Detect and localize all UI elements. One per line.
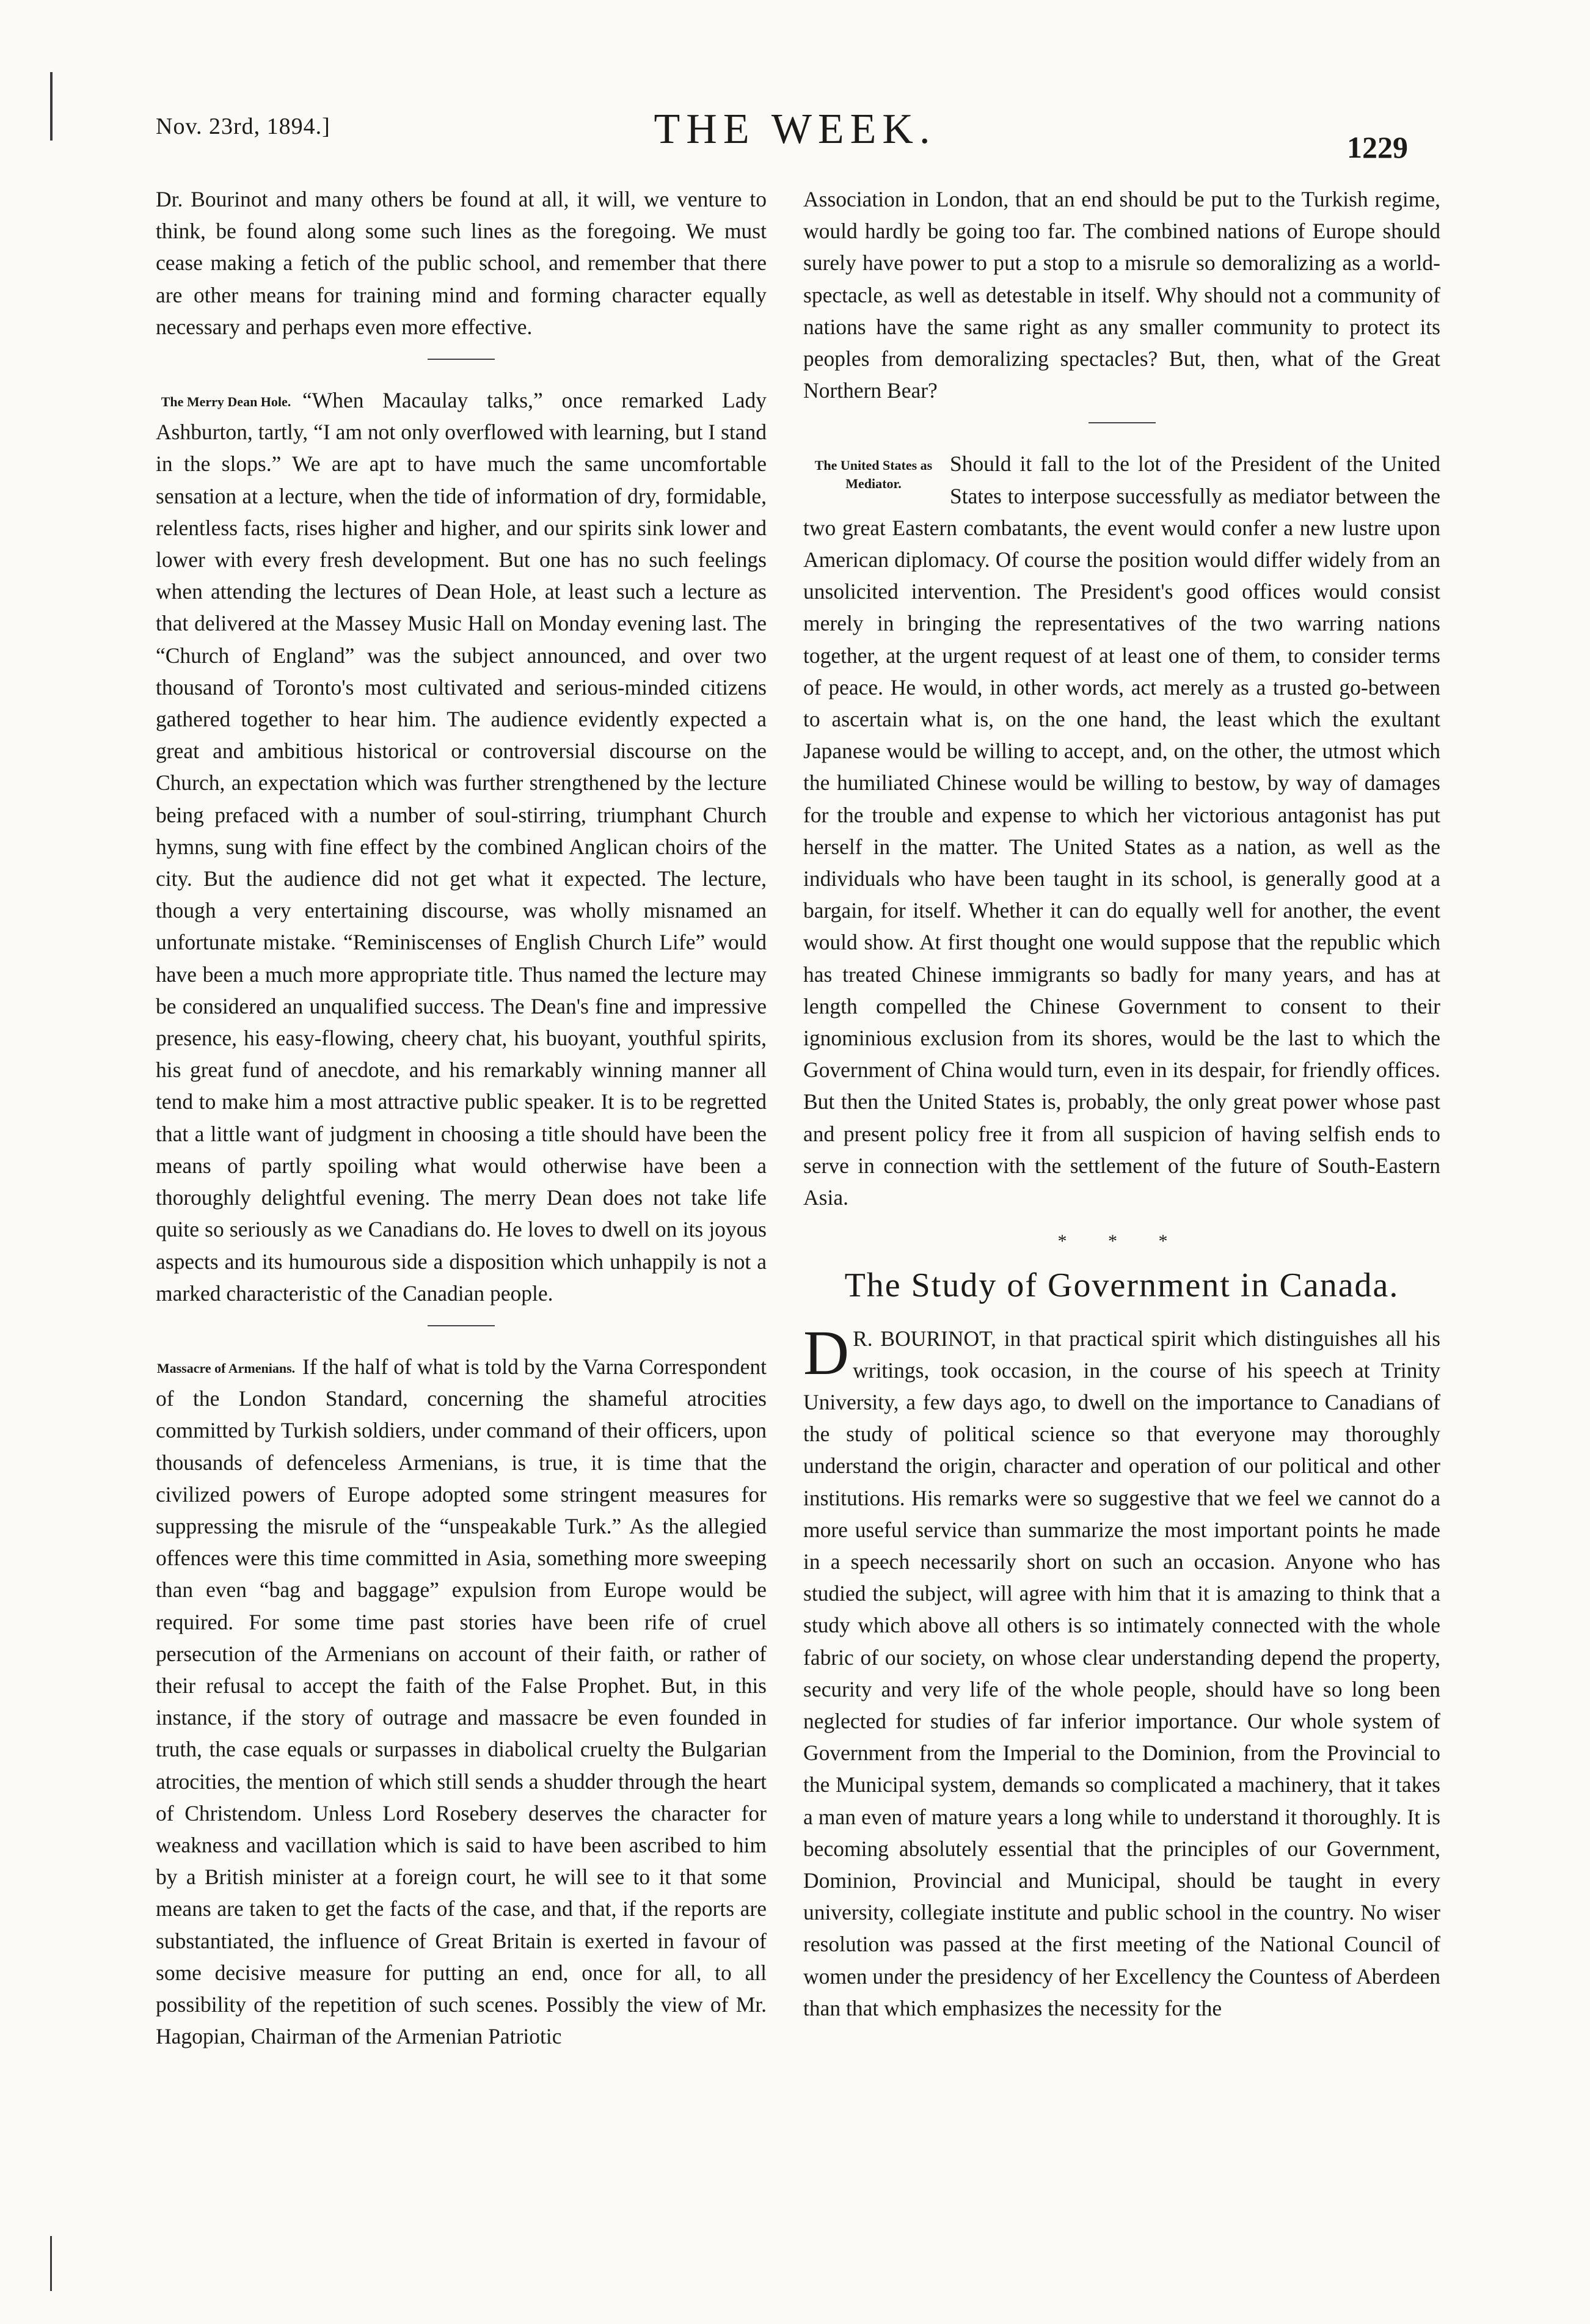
mediator-section [803, 448, 1440, 1213]
section-stars: * * * [1057, 1231, 1186, 1252]
article-body [803, 1317, 1440, 2024]
right-column [803, 183, 1440, 2024]
drop-cap: D [803, 1317, 850, 1388]
article-title: The Study of Government in Canada. [844, 1266, 1399, 1304]
section-divider [428, 359, 495, 360]
side-heading-mediator: The United States as Mediator. [814, 458, 933, 492]
dean-hole-paragraph: “When Macaulay talks,” once remarked Lady Ashburton, tartly, “I am not only overflowed with learning, but I stand in the slops.” We are apt to have much the same uncomfortable sensation at a lecture, when the tide of information of dry, formidable, relentless facts, rises higher and higher, and our spirits sink lower and lower with every fresh development. But one has no such feelings when attending the lectures of Dean Hole, at least such a lecture as that delivered at the Massey Music Hall on Monday evening last. The “Church of England” was the subject announced, and over two thousand of Toronto's most cultivated and serious-minded citizens gathered together to hear him. The audience evidently expected a great and ambitious historical or controversial discourse on the Church, an expectation which was further strengthened by the lecture being prefaced with a number of soul-stirring, triumphant Church hymns, sung with fine effect by the combined Anglican choirs of the city. But the audience did not get what it expected. The lecture, though a very entertaining discourse, was wholly misnamed an unfortunate mistake. “Reminiscenses of English Church Life” would have been a much more appropriate title. Thus named the lecture may be considered an unqualified success. The Dean's fine and impressive presence, his easy-flowing, cheery chat, his buoyant, youthful spirits, his great fund of anecdote, and his remarkably winning manner all tend to make him a most attractive public speaker. It is to be regretted that a little want of judgment in choosing a title should have been the means of partly spoiling what would otherwise have been a thoroughly delightful evening. The merry Dean does not take life quite so seriously as we Canadians do. He loves to dwell on its joyous aspects and its humourous side a disposition which unhappily is not a marked characteristic of the Canadian people. [156, 388, 767, 1306]
dean-hole-section [156, 384, 767, 1309]
armenians-continuation: Association in London, that an end should be put to the Turkish regime, would hardly be going too far. The combined nations of Europe should surely have power to put a stop to a misrule so demoralizing as a world-spectacle, as well as detestable in itself. Why should not a community of nations have the same right as any smaller community to protect its peoples from demoralizing spectacles? But, then, what of the Great Northern Bear? [803, 187, 1440, 403]
scan-edge-mark-bottom [50, 2236, 52, 2291]
side-heading-armenians: Massacre of Armenians. [156, 1360, 296, 1376]
mediator-paragraph: Should it fall to the lot of the President of the United States to interpose successfully as mediator between the two great Eastern combatants, the event would confer a new lustre upon American diplomacy. Of course the position would differ widely from an unsolicited intervention. The President's good offices would consist merely in bringing the representatives of the two warring nations together, at the urgent request of at least one of them, to consider terms of peace. He would, in other words, act merely as a trusted go-between to ascertain what is, on the one hand, the least which the exultant Japanese would be willing to accept, and, on the other, the utmost which the humiliated Chinese would be willing to bestow, by way of damages for the trouble and expense to which her victorious antagonist has put herself in the matter. The United States as a nation, as well as the individuals who have been taught in its school, is generally good at a bargain, for itself. Whether it can do equally well for another, the event would show. At first thought one would suppose that the republic which has treated Chinese immigrants so badly for many years, and has at length compelled the Chinese Government to consent to their ignominious exclusion from its shores, would be the last to which the Government of China would turn, even in its despair, for friendly offices. But then the United States is, probably, the only great power whose past and present policy free it from all suspicion of having selfish ends to serve in connection with the settlement of the future of South-Eastern Asia. [803, 451, 1440, 1210]
left-column [156, 183, 767, 2052]
section-divider [428, 1325, 495, 1326]
section-divider [1089, 422, 1156, 423]
publication-title: THE WEEK. [654, 106, 936, 153]
page-number: 1229 [1347, 130, 1408, 164]
intro-paragraph: Dr. Bourinot and many others be found at all, it will, we venture to think, be found along some such lines as the foregoing. We must cease making a fetich of the public school, and remember that there are other means for training mind and forming character equally necessary and perhaps even more effective. [156, 187, 767, 339]
side-heading-dean-hole: The Merry Dean Hole. [161, 394, 291, 410]
armenians-paragraph: If the half of what is told by the Varna Correspondent of the London Standard, concerning the shameful atrocities committed by Turkish soldiers, under command of their officers, upon thousands of defenceless Armenians, is true, it is time that the civilized powers of Europe adopted some stringent measures for suppressing the misrule of the “unspeakable Turk.” As the allegied offences were this time committed in Asia, something more sweeping than even “bag and baggage” expulsion from Europe would be required. For some time past stories have been rife of cruel persecution of the Armenians on account of their faith, or rather of their refusal to accept the faith of the False Prophet. But, in this instance, if the story of outrage and massacre be even founded in truth, the case equals or surpasses in diabolical cruelty the Bulgarian atrocities, the mention of which still sends a shudder through the heart of Christendom. Unless Lord Rosebery deserves the character for weakness and vacillation which is said to have been ascribed to him by a British minister at a foreign court, he will see to it that some means are taken to get the facts of the case, and that, if the reports are substantiated, the influence of Great Britain is exerted in favour of some decisive measure for putting an end, once for all, to all possibility of the repetition of such scenes. Possibly the view of Mr. Hagopian, Chairman of the Armenian Patriotic [156, 1354, 767, 2049]
article-paragraph: R. BOURINOT, in that practical spirit which distinguishes all his writings, took occasion, in the course of his speech at Trinity University, a few days ago, to dwell on the importance to Canadians of the study of political science so that everyone may thoroughly understand the origin, character and operation of our political and other institutions. His remarks were so suggestive that we feel we cannot do a more useful service than summarize the most important points he made in a speech necessarily short on such an occasion. Anyone who has studied the subject, will agree with him that it is amazing to think that a study which above all others is so intimately connected with the whole fabric of our society, on whose clear understanding depend the property, security and very life of the whole people, should have so long been neglected for studies of far inferior importance. Our whole system of Government from the Imperial to the Dominion, from the Provincial to the Municipal system, demands so complicated a machinery, that it takes a man even of mature years a long while to understand it thoroughly. It is becoming absolutely essential that the principles of our Government, Dominion, Provincial and Municipal, should be taught in every university, collegiate institute and public school in the country. No wiser resolution was passed at the first meeting of the National Council of women under the presidency of her Excellency the Countess of Aberdeen than that which emphasizes the necessity for the [803, 1326, 1440, 2020]
armenians-section [156, 1351, 767, 2052]
issue-date: Nov. 23rd, 1894.] [156, 114, 330, 139]
